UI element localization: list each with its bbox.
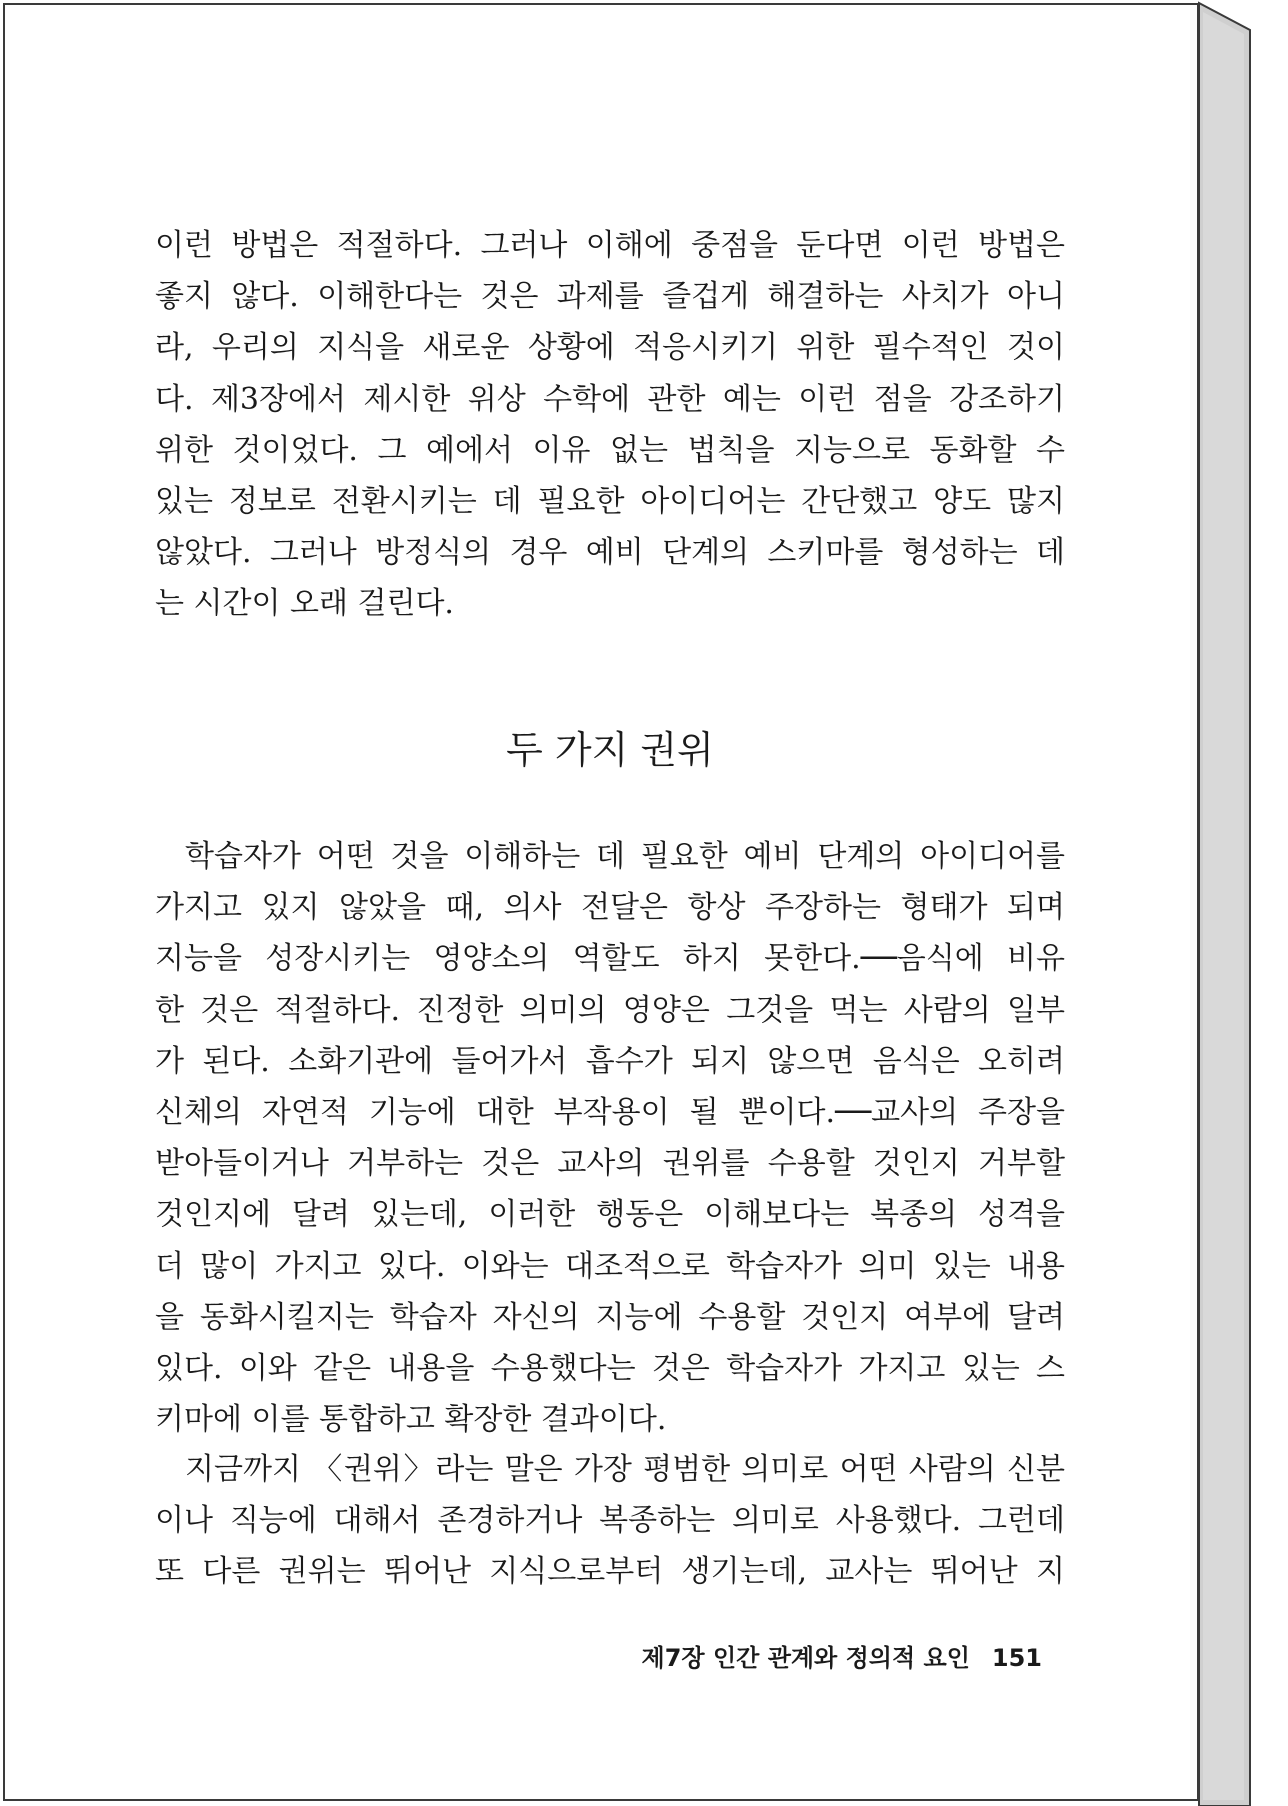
text-line: 위한 것이었다. 그 예에서 이유 없는 법칙을 지능으로 동화할 수 bbox=[155, 432, 1065, 468]
page-number: 151 bbox=[991, 1644, 1042, 1672]
text-line: 는 시간이 오래 걸린다. bbox=[155, 586, 454, 622]
text-line: 않았다. 그러나 방정식의 경우 예비 단계의 스키마를 형성하는 데 bbox=[155, 535, 1065, 571]
text-line: 가 된다. 소화기관에 들어가서 흡수가 되지 않으면 음식은 오히려 bbox=[155, 1043, 1065, 1079]
text-line: 받아들이거나 거부하는 것은 교사의 권위를 수용할 것인지 거부할 bbox=[155, 1146, 1065, 1182]
page-side-highlight bbox=[1203, 12, 1244, 1800]
text-line: 이런 방법은 적절하다. 그러나 이해에 중점을 둔다면 이런 방법은 bbox=[155, 228, 1065, 263]
text-line: 것인지에 달려 있는데, 이러한 행동은 이해보다는 복종의 성격을 bbox=[155, 1197, 1065, 1233]
running-head: 제7장 인간 관계와 정의적 요인 bbox=[641, 1644, 970, 1672]
paragraph-1 bbox=[155, 831, 1065, 1445]
text-line: 있다. 이와 같은 내용을 수용했다는 것은 학습자가 가지고 있는 스 bbox=[155, 1350, 1065, 1386]
section-heading: 두 가지 권위 bbox=[506, 728, 714, 772]
paragraph-2 bbox=[155, 1444, 1065, 1598]
text-line: 신체의 자연적 기능에 대한 부작용이 될 뿐이다.──교사의 주장을 bbox=[155, 1094, 1065, 1130]
text-line: 키마에 이를 통합하고 확장한 결과이다. bbox=[155, 1402, 667, 1438]
text-line: 다. 제3장에서 제시한 위상 수학에 관한 예는 이런 점을 강조하기 bbox=[155, 381, 1065, 417]
text-line: 더 많이 가지고 있다. 이와는 대조적으로 학습자가 의미 있는 내용 bbox=[155, 1248, 1065, 1284]
text-line: 을 동화시킬지는 학습자 자신의 지능에 수용할 것인지 여부에 달려 bbox=[155, 1299, 1065, 1335]
page-footer bbox=[642, 1640, 1042, 1676]
text-line: 가지고 있지 않았을 때, 의사 전달은 항상 주장하는 형태가 되며 bbox=[155, 890, 1065, 926]
text-line: 있는 정보로 전환시키는 데 필요한 아이디어는 간단했고 양도 많지 bbox=[155, 483, 1065, 519]
text-line: 라, 우리의 지식을 새로운 상황에 적응시키기 위한 필수적인 것이 bbox=[155, 330, 1065, 366]
intro-paragraph bbox=[155, 220, 1065, 630]
text-line: 지금까지 〈권위〉라는 말은 가장 평범한 의미로 어떤 사람의 신분 bbox=[185, 1452, 1065, 1487]
text-line: 또 다른 권위는 뛰어난 지식으로부터 생기는데, 교사는 뛰어난 지 bbox=[155, 1554, 1065, 1590]
text-line: 한 것은 적절하다. 진정한 의미의 영양은 그것을 먹는 사람의 일부 bbox=[155, 992, 1065, 1028]
text-line: 학습자가 어떤 것을 이해하는 데 필요한 예비 단계의 아이디어를 bbox=[185, 839, 1065, 874]
text-line: 이나 직능에 대해서 존경하거나 복종하는 의미로 사용했다. 그런데 bbox=[155, 1503, 1065, 1539]
text-line: 좋지 않다. 이해한다는 것은 과제를 즐겁게 해결하는 사치가 아니 bbox=[155, 279, 1065, 315]
text-line: 지능을 성장시키는 영양소의 역할도 하지 못한다.──음식에 비유 bbox=[155, 941, 1065, 977]
